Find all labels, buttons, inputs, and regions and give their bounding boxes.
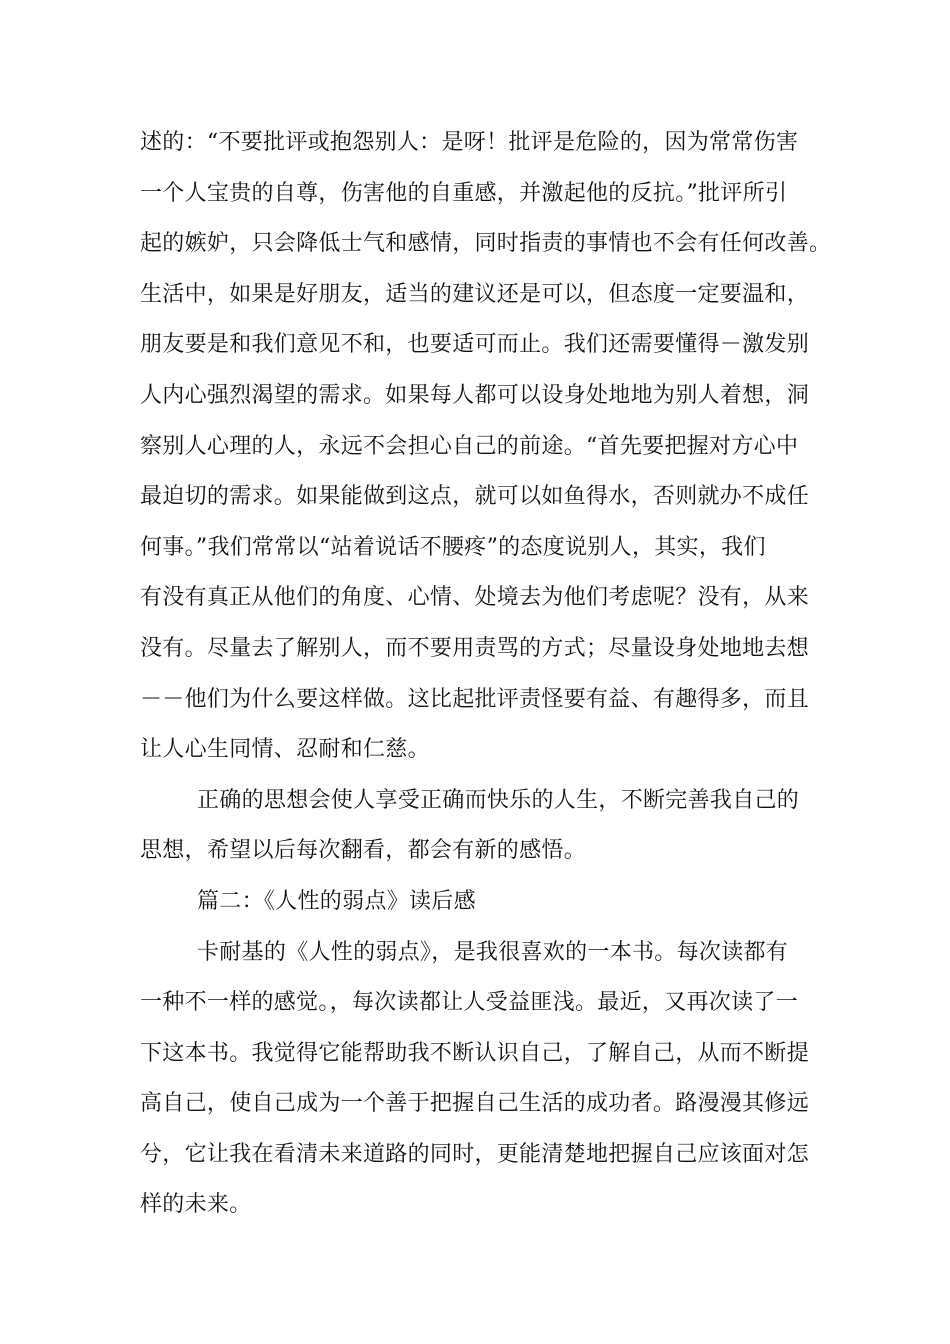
text-line: 生活中，如果是好朋友，适当的建议还是可以，但态度一定要温和， <box>140 281 810 307</box>
text-line: 下这本书。我觉得它能帮助我不断认识自己，了解自己，从而不断提 <box>140 1040 810 1066</box>
document-body <box>140 118 830 1231</box>
text-line: 没有。尽量去了解别人，而不要用责骂的方式；尽量设身处地地去想 <box>140 635 810 661</box>
text-line: 让人心生同情、忍耐和仁慈。 <box>140 737 430 763</box>
text-line: 述的：“不要批评或抱怨别人：是呀！批评是危险的，因为常常伤害 <box>140 130 799 155</box>
paragraph-start-line: 卡耐基的《人性的弱点》，是我很喜欢的一本书。每次读都有 <box>197 939 789 965</box>
text-line: 人内心强烈渴望的需求。如果每人都可以设身处地地为别人着想，洞 <box>140 382 810 408</box>
text-line: 一种不一样的感觉。，每次读都让人受益匪浅。最近，又再次读了一 <box>140 990 799 1016</box>
paragraph-start-line: 正确的思想会使人享受正确而快乐的人生，不断完善我自己的 <box>197 787 800 813</box>
text-line: 最迫切的需求。如果能做到这点，就可以如鱼得水，否则就办不成任 <box>140 484 810 510</box>
text-line: 何事。”我们常常以“站着说话不腰疼”的态度说别人，其实，我们 <box>140 534 766 560</box>
text-line: 思想，希望以后每次翻看，都会有新的感悟。 <box>140 838 587 864</box>
text-line: 一个人宝贵的自尊，伤害他的自重感，并激起他的反抗。”批评所引 <box>140 180 788 206</box>
text-line: 兮，它让我在看清未来道路的同时，更能清楚地把握自己应该面对怎 <box>140 1141 810 1167</box>
text-line: 样的未来。 <box>140 1192 252 1218</box>
text-line: －－他们为什么要这样做。这比起批评责怪要有益、有趣得多，而且 <box>140 686 810 712</box>
text-line: 起的嫉妒，只会降低士气和感情，同时指责的事情也不会有任何改善。 <box>140 231 832 257</box>
text-line: 高自己，使自己成为一个善于把握自己生活的成功者。路漫漫其修远 <box>140 1091 810 1117</box>
text-line: 朋友要是和我们意见不和，也要适可而止。我们还需要懂得－激发别 <box>140 332 810 358</box>
text-line: 有没有真正从他们的角度、心情、处境去为他们考虑呢？没有，从来 <box>140 585 810 611</box>
section-heading: 篇二：《人性的弱点》读后感 <box>197 888 476 914</box>
text-line: 察别人心理的人，永远不会担心自己的前途。“首先要把握对方心中 <box>140 433 799 459</box>
